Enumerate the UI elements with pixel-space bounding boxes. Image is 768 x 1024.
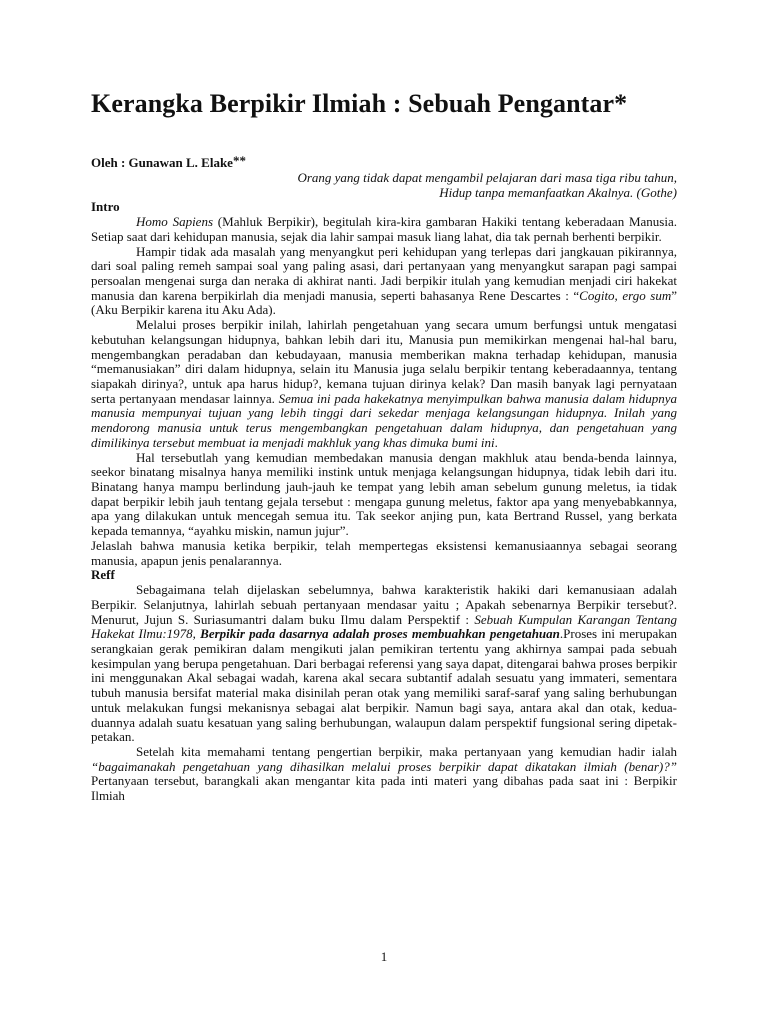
author-line <box>91 153 677 171</box>
epigraph-quote <box>91 171 677 200</box>
author-footnote-mark: ** <box>232 153 246 168</box>
paragraph-text: (Mahluk Berpikir), begitulah kira-kira gambaran Hakiki tentang keberadaan Manusia. Setiap saat dari kehidupan manusia, sejak dia lahir sampai masuk liang lahat, dia tak pernah berhenti berpikir. <box>91 214 677 244</box>
bold-definition: Berpikir pada dasarnya adalah proses membuahkan pengetahuan <box>200 626 560 642</box>
intro-paragraph-4: Hal tersebutlah yang kemudian membedakan manusia dengan makhluk atau benda-benda lainnya, seekor binatang misalnya hanya memiliki instink untuk menjaga kelangsungan hidupnya, tidak lebih dari itu. Binatang hanya mampu berlindung jauh-jauh ke tempat yang lebih aman sebelum gunung meletus, ia tidak dapat berpikir lebih jauh tentang gejala tersebut : mengapa gunung meletus, faktor apa yang menyebabkannya, apa yang dilakukan untuk mencegah semua itu. Tak seekor anjing pun, kata Bertrand Russel, yang berkata kepada temannya, “ayahku miskin, namun jujur”. <box>91 449 677 539</box>
latin-quote: Cogito, ergo sum <box>579 287 672 303</box>
intro-paragraph-2 <box>91 245 677 319</box>
book-title: Sebuah Kumpulan Karangan Tentang Hakekat Ilmu:1978, <box>91 611 677 642</box>
reff-paragraph-1 <box>91 583 677 745</box>
intro-paragraph-1 <box>91 215 677 244</box>
intro-paragraph-3 <box>91 318 677 450</box>
paragraph-text: Pertanyaan tersebut, barangkali akan mengantar kita pada inti materi yang dibahas pada saat ini : Berpikir Ilmiah <box>91 773 677 804</box>
italic-question: “bagaimanakah pengetahuan yang dihasilkan melalui proses berpikir dapat dikatakan ilmiah (benar)?” <box>91 758 677 774</box>
paragraph-text: Hampir tidak ada masalah yang menyangkut peri kehidupan yang terlepas dari jangkauan pikirannya, dari soal paling remeh sampai soal yang paling asasi, dari pertanyaan yang menyangkut sarapan pagi sampai persoalan mengenai surga dan neraka di akhirat nanti. Jadi berpikir itulah yang kemudian menjadi ciri hakekat manusia dan karena berpikirlah dia menjadi manusia, seperti bahasanya Rene Descartes : “ <box>91 243 677 303</box>
paragraph-text: Setelah kita memahami tentang pengertian berpikir, maka pertanyaan yang kemudian hadir ialah <box>136 743 677 759</box>
epigraph-line-1: Orang yang tidak dapat mengambil pelajaran dari masa tiga ribu tahun, <box>297 170 677 185</box>
epigraph-line-2: Hidup tanpa memanfaatkan Akalnya. (Gothe) <box>439 184 677 200</box>
paragraph-text: Melalui proses berpikir inilah, lahirlah pengetahuan yang secara umum berfungsi untuk mengatasi kebutuhan kelangsungan hidupnya, bahkan lebih dari itu, Manusia pun memikirkan mengenai hal-hal baru, mengembangkan peradaban dan kebudayaan, manusia memberikan makna terhadap kehidupan, manusia “memanusiakan” diri dalam hidupnya, selain itu Manusia juga selalu berpikir tentang keberadaannya, tentang siapakah dirinya?, untuk apa harus hidup?, kemana tujuan dirinya kelak? Dan masih banyak lagi pernyataan serta pertanyaan mendasar lainnya. <box>91 317 677 406</box>
document-title: Kerangka Berpikir Ilmiah : Sebuah Pengantar* <box>91 89 628 118</box>
italic-term: Homo Sapiens <box>136 214 214 230</box>
reff-paragraph-2 <box>91 745 677 804</box>
document-body <box>91 88 677 804</box>
paragraph-text: Sebagaimana telah dijelaskan sebelumnya, bahwa karakteristik hakiki dari kemanusiaan adalah Berpikir. Selanjutnya, lahirlah sebuah pertanyaan mendasar yaitu ; Apakah sebenarnya Berpikir tersebut?. Menurut, Jujun S. Suriasumantri dalam buku Ilmu dalam Perspektif : <box>91 582 677 627</box>
paragraph-text: . <box>494 434 498 450</box>
intro-paragraph-5: Jelaslah bahwa manusia ketika berpikir, telah mempertegas eksistensi kemanusiaannya sebagai seorang manusia, apapun jenis penalarannya. <box>91 537 677 568</box>
section-heading-intro: Intro <box>91 199 120 215</box>
italic-emphasis: Semua ini pada hakekatnya menyimpulkan bahwa manusia dalam hidupnya manusia mempunyai tujuan yang lebih tinggi dari sekedar menjaga kelangsungan hidupnya. Inilah yang mendorong manusia untuk terus mengembangkan pengetahuan dalam hidupnya, dan pengetahuan yang dimilikinya tersebut membuat ia menjadi makhluk yang khas dimuka bumi ini <box>91 390 677 450</box>
author-name: Oleh : Gunawan L. Elake <box>91 155 233 170</box>
paragraph-text: .Proses ini merupakan serangkaian gerak pemikiran dalam mengikuti jalan pemikiran tertentu yang akhirnya sampai pada sebuah kesimpulan yang berupa pengetahuan. Dari berbagai referensi yang saya dapat, ditengarai bahwa proses berpikir ini menggunakan Akal sebagai wadah, karena akal secara subtantif adalah sesuatu yang immateri, sementara tubuh manusia bersifat material maka disinilah peran otak yang memiliki saraf-saraf yang saling berhubungan untuk melakukan fungsi mekanisnya sebagai alat berpikir. Namun bagi saya, antara akal dan otak, kedua-duannya adalah suatu kesatuan yang saling berhubungan, walaupun dalam perspektif fungsional sering dipetak-petakan. <box>91 626 678 745</box>
paragraph-text: ” (Aku Berpikir karena itu Aku Ada). <box>91 287 677 318</box>
section-heading-reff: Reff <box>91 567 115 583</box>
page-number: 1 <box>380 949 388 964</box>
